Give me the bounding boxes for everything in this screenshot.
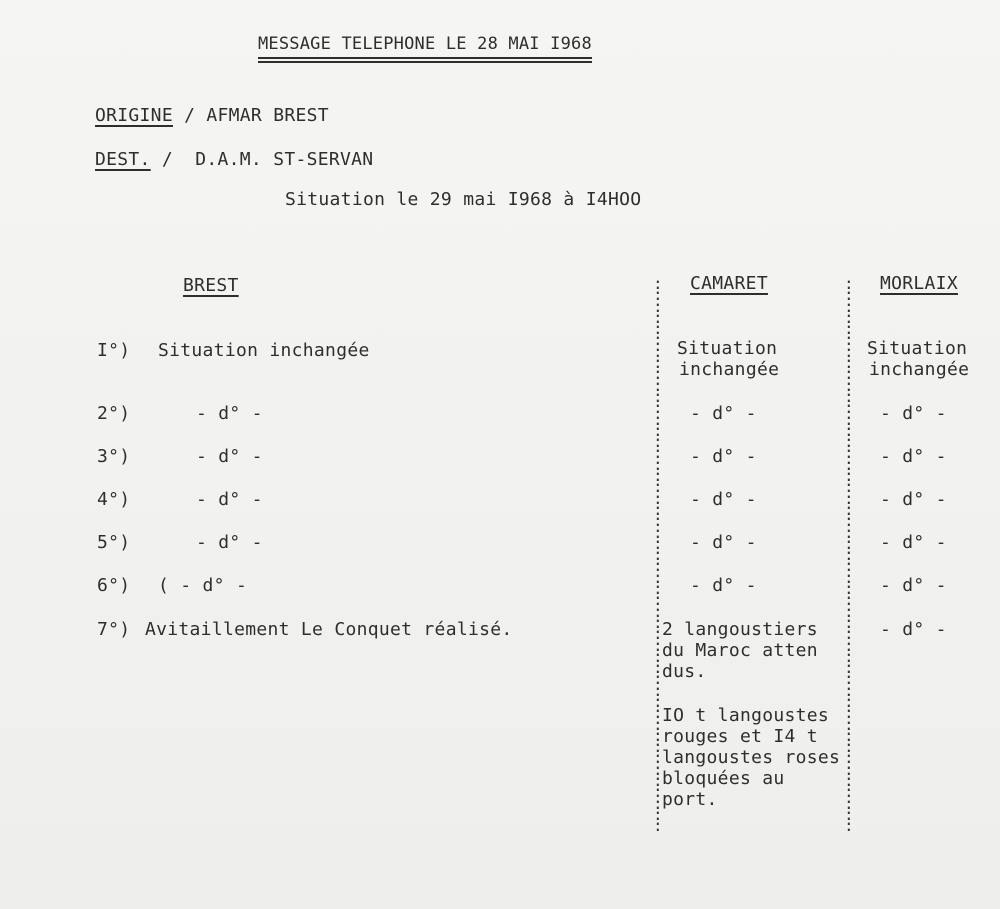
morlaix-entry: Situation	[867, 338, 968, 359]
situation-line: Situation le 29 mai I968 à I4HOO	[285, 189, 642, 210]
camaret-entry: du Maroc atten	[662, 640, 818, 661]
morlaix-entry: - d° -	[880, 532, 947, 553]
brest-entry: - d° -	[196, 403, 263, 424]
morlaix-entry: - d° -	[880, 489, 947, 510]
morlaix-entry: inchangée	[869, 359, 970, 380]
origine-value: / AFMAR BREST	[172, 105, 329, 126]
camaret-note: rouges et I4 t	[662, 726, 818, 747]
origine-label: ORIGINE	[95, 105, 173, 126]
camaret-entry: - d° -	[690, 403, 757, 424]
brest-entry: Avitaillement Le Conquet réalisé.	[145, 619, 513, 640]
document-title: MESSAGE TELEPHONE LE 28 MAI I968	[258, 34, 592, 59]
morlaix-entry: - d° -	[880, 575, 947, 596]
camaret-entry: - d° -	[690, 575, 757, 596]
column-separator-right: : : : : : : : : : : : : : : : : : : : : : : : : : : : : : : : : : : : : : : : : : : : : : : : : :	[844, 274, 854, 836]
column-header-camaret: CAMARET	[690, 273, 768, 294]
row-number: 4°)	[97, 489, 131, 510]
row-number: I°)	[97, 340, 131, 361]
camaret-entry: Situation	[677, 338, 778, 359]
brest-entry: - d° -	[196, 446, 263, 467]
morlaix-entry: - d° -	[880, 403, 947, 424]
camaret-entry: - d° -	[690, 489, 757, 510]
column-header-morlaix: MORLAIX	[880, 273, 958, 294]
camaret-note: IO t langoustes	[662, 705, 830, 726]
camaret-note: port.	[662, 789, 718, 810]
row-number: 5°)	[97, 532, 131, 553]
dest-label: DEST.	[95, 149, 151, 170]
row-number: 7°)	[97, 619, 131, 640]
column-header-brest: BREST	[183, 275, 239, 296]
origine-line	[95, 106, 329, 126]
row-number: 2°)	[97, 403, 131, 424]
brest-entry: - d° -	[196, 489, 263, 510]
camaret-entry: dus.	[662, 661, 707, 682]
camaret-entry: inchangée	[679, 359, 780, 380]
row-number: 3°)	[97, 446, 131, 467]
brest-entry: Situation inchangée	[158, 340, 370, 361]
row-number: 6°)	[97, 575, 131, 596]
brest-entry: - d° -	[196, 532, 263, 553]
column-separator-left: : : : : : : : : : : : : : : : : : : : : : : : : : : : : : : : : : : : : : : : : : : : : : : : : :	[653, 274, 663, 836]
camaret-entry: - d° -	[690, 532, 757, 553]
camaret-note: bloquées au	[662, 768, 785, 789]
camaret-entry: - d° -	[690, 446, 757, 467]
camaret-entry: 2 langoustiers	[662, 619, 818, 640]
dest-value: / D.A.M. ST-SERVAN	[150, 149, 374, 170]
brest-entry: ( - d° -	[158, 575, 248, 596]
morlaix-entry: - d° -	[880, 446, 947, 467]
morlaix-entry: - d° -	[880, 619, 947, 640]
dest-line	[95, 150, 373, 170]
camaret-note: langoustes roses	[662, 747, 841, 768]
